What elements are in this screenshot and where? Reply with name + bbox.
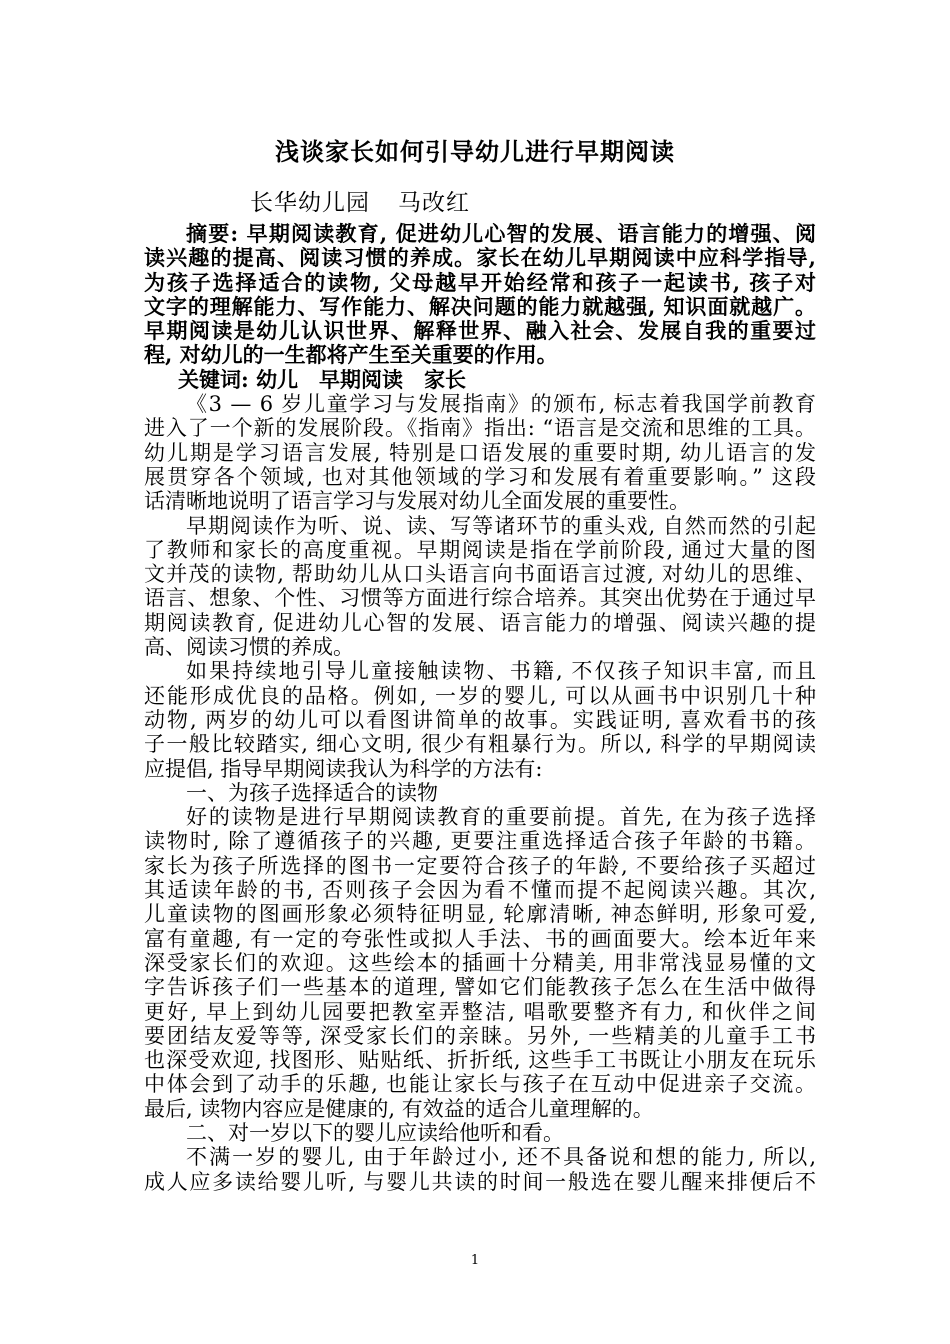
document-title: 浅谈家长如何引导幼儿进行早期阅读 — [275, 137, 675, 166]
text-line: 要团结友爱等等, 深受家长们的亲睐。另外, 一些精美的儿童手工书 — [144, 1023, 816, 1048]
text-line: 如果持续地引导儿童接触读物、书籍, 不仅孩子知识丰富, 而且 — [186, 659, 816, 684]
text-line: 子一般比较踏实, 细心文明, 很少有粗暴行为。所以, 科学的早期阅读 — [144, 732, 816, 757]
text-line: 富有童趣, 有一定的夸张性或拟人手法、书的画面要大。绘本近年来 — [144, 926, 816, 951]
text-line: 早期阅读是幼儿认识世界、解释世界、融入社会、发展自我的重要过 — [144, 318, 816, 344]
page-number: 1 — [470, 1253, 480, 1268]
text-line: 深受家长们的欢迎。这些绘本的插画十分精美, 用非常浅显易懂的文 — [144, 950, 816, 975]
text-line: 家长为孩子所选择的图书一定要符合孩子的年龄, 不要给孩子买超过 — [144, 853, 816, 878]
text-line: 最后, 读物内容应是健康的, 有效益的适合儿童理解的。 — [144, 1096, 654, 1121]
text-line: 读物时, 除了遵循孩子的兴趣, 更要注重选择适合孩子年龄的书籍。 — [144, 829, 816, 854]
author-line — [250, 184, 470, 217]
text-line: 《3 — 6 岁儿童学习与发展指南》的颁布, 标志着我国学前教育 — [186, 392, 816, 417]
author-name: 马改红 — [398, 190, 470, 216]
text-line: 不满一岁的婴儿, 由于年龄过小, 还不具备说和想的能力, 所以, — [186, 1145, 816, 1170]
author-school: 长华幼儿园 — [250, 190, 370, 216]
text-line: 期阅读教育, 促进幼儿心智的发展、语言能力的增强、阅读兴趣的提 — [144, 610, 816, 635]
text-line: 字告诉孩子们一些基本的道理, 譬如它们能教孩子怎么在生活中做得 — [144, 975, 816, 1000]
text-line: 更好, 早上到幼儿园要把教室弄整洁, 唱歌要整齐有力, 和伙伴之间 — [144, 999, 816, 1024]
text-line: 摘要: 早期阅读教育, 促进幼儿心智的发展、语言能力的增强、阅 — [186, 221, 816, 246]
text-line: 中体会到了动手的乐趣, 也能让家长与孩子在互动中促进亲子交流。 — [144, 1072, 816, 1097]
text-line: 还能形成优良的品格。例如, 一岁的婴儿, 可以从画书中识别几十种 — [144, 683, 816, 708]
text-line: 程, 对幼儿的一生都将产生至关重要的作用。 — [144, 342, 558, 368]
document-body — [144, 222, 816, 1194]
text-line: 文字的理解能力、写作能力、解决问题的能力就越强, 知识面就越广。 — [144, 293, 816, 319]
text-line: 应提倡, 指导早期阅读我认为科学的方法有: — [144, 756, 543, 781]
text-line: 儿童读物的图画形象必须特征明显, 轮廓清晰, 神态鲜明, 形象可爱, — [144, 902, 816, 927]
text-line: 话清晰地说明了语言学习与发展对幼儿全面发展的重要性。 — [144, 489, 690, 514]
text-line: 成人应多读给婴儿听, 与婴儿共读的时间一般选在婴儿醒来排便后不 — [144, 1169, 816, 1194]
text-line: 好的读物是进行早期阅读教育的重要前提。首先, 在为孩子选择 — [186, 805, 816, 830]
text-line: 高、阅读习惯的养成。 — [144, 635, 354, 660]
text-line: 动物, 两岁的幼儿可以看图讲简单的故事。实践证明, 喜欢看书的孩 — [144, 707, 816, 732]
text-line: 语言、想象、个性、习惯等方面进行综合培养。其突出优势在于通过早 — [144, 586, 816, 611]
text-line: 为孩子选择适合的读物, 父母越早开始经常和孩子一起读书, 孩子对 — [144, 269, 816, 295]
text-line: 也深受欢迎, 找图形、贴贴纸、折折纸, 这些手工书既让小朋友在玩乐 — [144, 1048, 816, 1073]
text-line: 其适读年龄的书, 否则孩子会因为看不懂而提不起阅读兴趣。其次, — [144, 878, 816, 903]
text-line: 二、对一岁以下的婴儿应读给他听和看。 — [186, 1120, 564, 1145]
text-line: 进入了一个新的发展阶段。《指南》指出: “语言是交流和思维的工具。 — [144, 416, 816, 441]
text-line: 幼儿期是学习语言发展, 特别是口语发展的重要时期, 幼儿语言的发 — [144, 440, 816, 465]
text-line: 一、为孩子选择适合的读物 — [186, 780, 438, 805]
text-line: 读兴趣的提高、阅读习惯的养成。家长在幼儿早期阅读中应科学指导, — [144, 245, 816, 271]
text-line: 关键词: 幼儿 早期阅读 家长 — [178, 366, 467, 392]
text-line: 文并茂的读物, 帮助幼儿从口头语言向书面语言过渡, 对幼儿的思维、 — [144, 562, 816, 587]
text-line: 展贯穿各个领域, 也对其他领域的学习和发展有着重要影响。” 这段 — [144, 464, 816, 489]
text-line: 早期阅读作为听、说、读、写等诸环节的重头戏, 自然而然的引起 — [186, 513, 816, 538]
text-line: 了教师和家长的高度重视。早期阅读是指在学前阶段, 通过大量的图 — [144, 537, 816, 562]
